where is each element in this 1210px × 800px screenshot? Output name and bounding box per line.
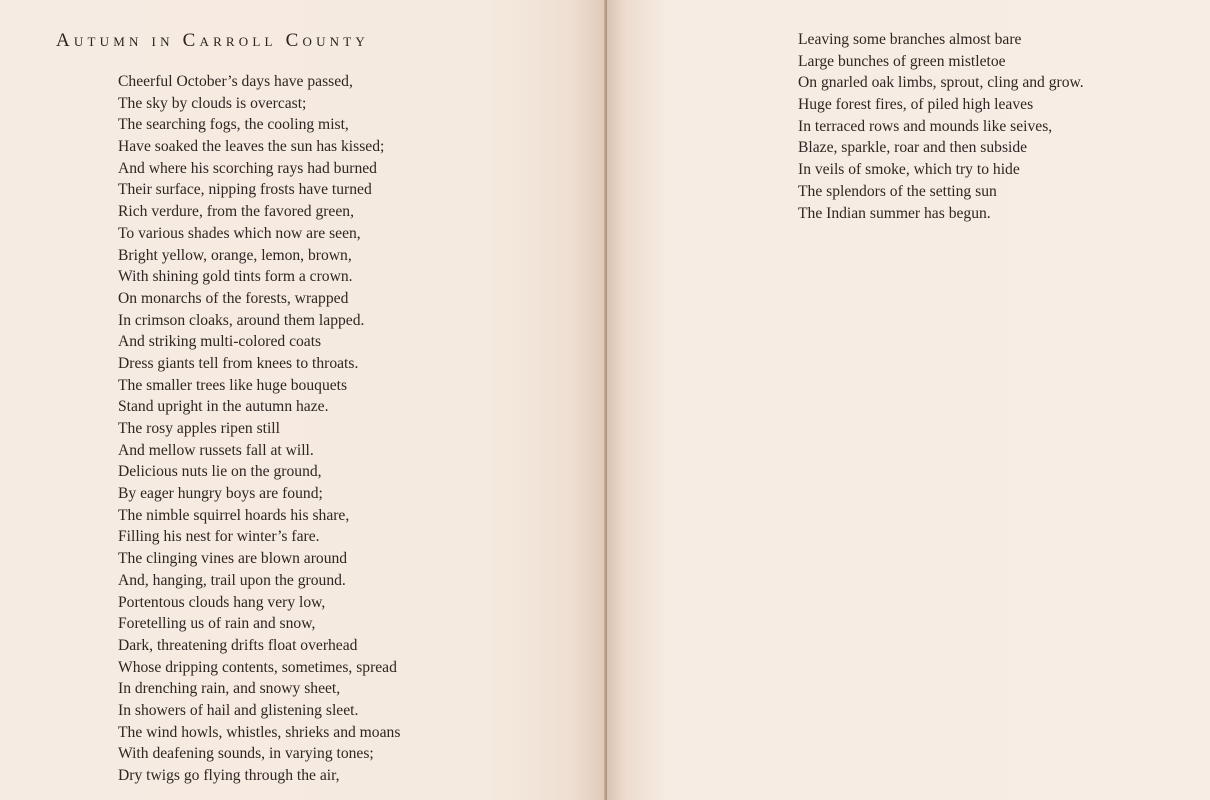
poem-line: In veils of smoke, which try to hide: [798, 161, 1020, 179]
poem-line: In terraced rows and mounds like seives,: [798, 117, 1053, 135]
poem-line: To various shades which now are seen,: [118, 224, 361, 242]
poem-line: The smaller trees like huge bouquets: [118, 376, 348, 394]
poem-line: On monarchs of the forests, wrapped: [118, 289, 349, 307]
poem-line: Bright yellow, orange, lemon, brown,: [118, 246, 352, 264]
poem-line: Dry twigs go flying through the air,: [118, 767, 340, 784]
poem-line: The searching fogs, the cooling mist,: [118, 116, 349, 134]
poem-line: The nimble squirrel hoards his share,: [118, 506, 350, 524]
poem-line: Dark, threatening drifts float overhead: [118, 636, 358, 654]
poem-lines-left: [118, 71, 400, 787]
poem-line: With deafening sounds, in varying tones;: [118, 745, 374, 763]
poem-line: Filling his nest for winter’s fare.: [118, 528, 320, 546]
poem-line: And, hanging, trail upon the ground.: [118, 571, 346, 589]
poem-line: In showers of hail and glistening sleet.: [118, 701, 359, 719]
poem-line: Blaze, sparkle, roar and then subside: [798, 139, 1028, 157]
poem-line: Delicious nuts lie on the ground,: [118, 463, 322, 481]
poem-line: Huge forest fires, of piled high leaves: [798, 96, 1034, 114]
poem-line: The splendors of the setting sun: [798, 182, 997, 200]
poem-line: Cheerful October’s days have passed,: [118, 73, 353, 90]
poem-line: Stand upright in the autumn haze.: [118, 398, 329, 416]
poem-line: Their surface, nipping frosts have turned: [118, 181, 372, 199]
poem-line: The wind howls, whistles, shrieks and moans: [118, 723, 401, 741]
poem-line: Leaving some branches almost bare: [798, 31, 1022, 48]
poem-line: On gnarled oak limbs, sprout, cling and grow.: [798, 74, 1084, 92]
poem-line: And striking multi-colored coats: [118, 333, 322, 351]
poem-line: The clinging vines are blown around: [118, 550, 348, 568]
poem-line: The Indian summer has begun.: [798, 204, 991, 222]
poem-line: Portentous clouds hang very low,: [118, 593, 326, 611]
poem-line: Have soaked the leaves the sun has kissed;: [118, 138, 385, 156]
poem-line: With shining gold tints form a crown.: [118, 268, 353, 286]
poem-line: The rosy apples ripen still: [118, 420, 280, 437]
poem-title: Autumn in Carroll County: [56, 30, 369, 51]
poem-line: Dress giants tell from knees to throats.: [118, 354, 359, 372]
right-page: [607, 0, 1210, 800]
poem-line: In drenching rain, and snowy sheet,: [118, 680, 341, 698]
poem-line: Whose dripping contents, sometimes, spread: [118, 658, 397, 676]
poem-line: Rich verdure, from the favored green,: [118, 203, 354, 221]
poem-lines-right: [798, 29, 1084, 224]
poem-line: Foretelling us of rain and snow,: [118, 615, 316, 633]
poem-line: By eager hungry boys are found;: [118, 485, 323, 503]
poem-line: And mellow russets fall at will.: [118, 441, 314, 459]
poem-line: In crimson cloaks, around them lapped.: [118, 311, 365, 329]
poem-line: The sky by clouds is overcast;: [118, 94, 307, 112]
poem-line: Large bunches of green mistletoe: [798, 52, 1006, 70]
poem-line: And where his scorching rays had burned: [118, 159, 377, 177]
